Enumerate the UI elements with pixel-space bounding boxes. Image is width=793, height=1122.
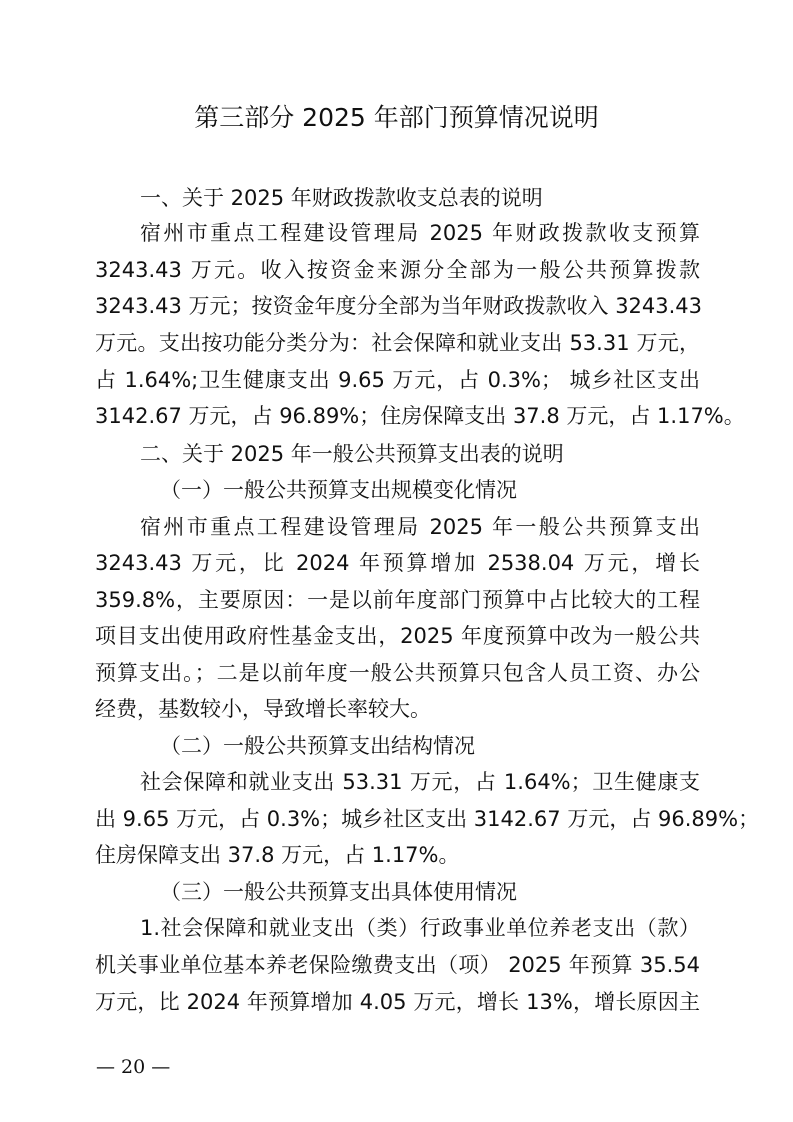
paragraph-line: 3142.67 万元，占 96.89%；住房保障支出 37.8 万元，占 1.17%。 [95,404,745,428]
paragraph-line: 3243.43 万元，比 2024 年预算增加 2538.04 万元，增长 [95,551,700,575]
paragraph-line: 社会保障和就业支出 53.31 万元，占 1.64%；卫生健康支 [140,770,700,794]
subsection-heading: （三）一般公共预算支出具体使用情况 [160,880,517,904]
subsection-heading: （二）一般公共预算支出结构情况 [160,734,475,758]
paragraph-line: 住房保障支出 37.8 万元，占 1.17%。 [95,843,460,867]
paragraph-line: 3243.43 万元。收入按资金来源分全部为一般公共预算拨款 [95,258,700,282]
section-heading-2: 二、关于 2025 年一般公共预算支出表的说明 [140,442,564,466]
paragraph-line: 机关事业单位基本养老保险缴费支出（项） 2025 年预算 35.54 [95,953,700,977]
paragraph-line: 预算支出。；二是以前年度一般公共预算只包含人员工资、办公 [95,661,700,685]
subsection-heading: （一）一般公共预算支出规模变化情况 [160,478,517,502]
paragraph-line: 359.8%，主要原因：一是以前年度部门预算中占比较大的工程 [95,588,700,612]
paragraph-line: 宿州市重点工程建设管理局 2025 年一般公共预算支出 [140,515,700,539]
paragraph-line: 宿州市重点工程建设管理局 2025 年财政拨款收支预算 [140,221,700,245]
paragraph-line: 万元。支出按功能分类分为：社会保障和就业支出 53.31 万元， [95,331,700,355]
paragraph-line: 万元，比 2024 年预算增加 4.05 万元，增长 13%，增长原因主 [95,990,700,1014]
paragraph-line: 占 1.64%;卫生健康支出 9.65 万元，占 0.3%； 城乡社区支出 [95,368,700,392]
paragraph-line: 项目支出使用政府性基金支出，2025 年度预算中改为一般公共 [95,624,700,648]
paragraph-line: 3243.43 万元；按资金年度分全部为当年财政拨款收入 3243.43 [95,294,703,318]
paragraph-line: 出 9.65 万元，占 0.3%；城乡社区支出 3142.67 万元，占 96.89%； [95,807,760,831]
section-heading-1: 一、关于 2025 年财政拨款收支总表的说明 [140,186,543,210]
paragraph-line: 经费，基数较小，导致增长率较大。 [95,697,431,721]
paragraph-line: 1.社会保障和就业支出（类）行政事业单位养老支出（款） [140,916,700,940]
page-title: 第三部分 2025 年部门预算情况说明 [194,103,599,132]
page-number: — 20 — [96,1056,171,1078]
